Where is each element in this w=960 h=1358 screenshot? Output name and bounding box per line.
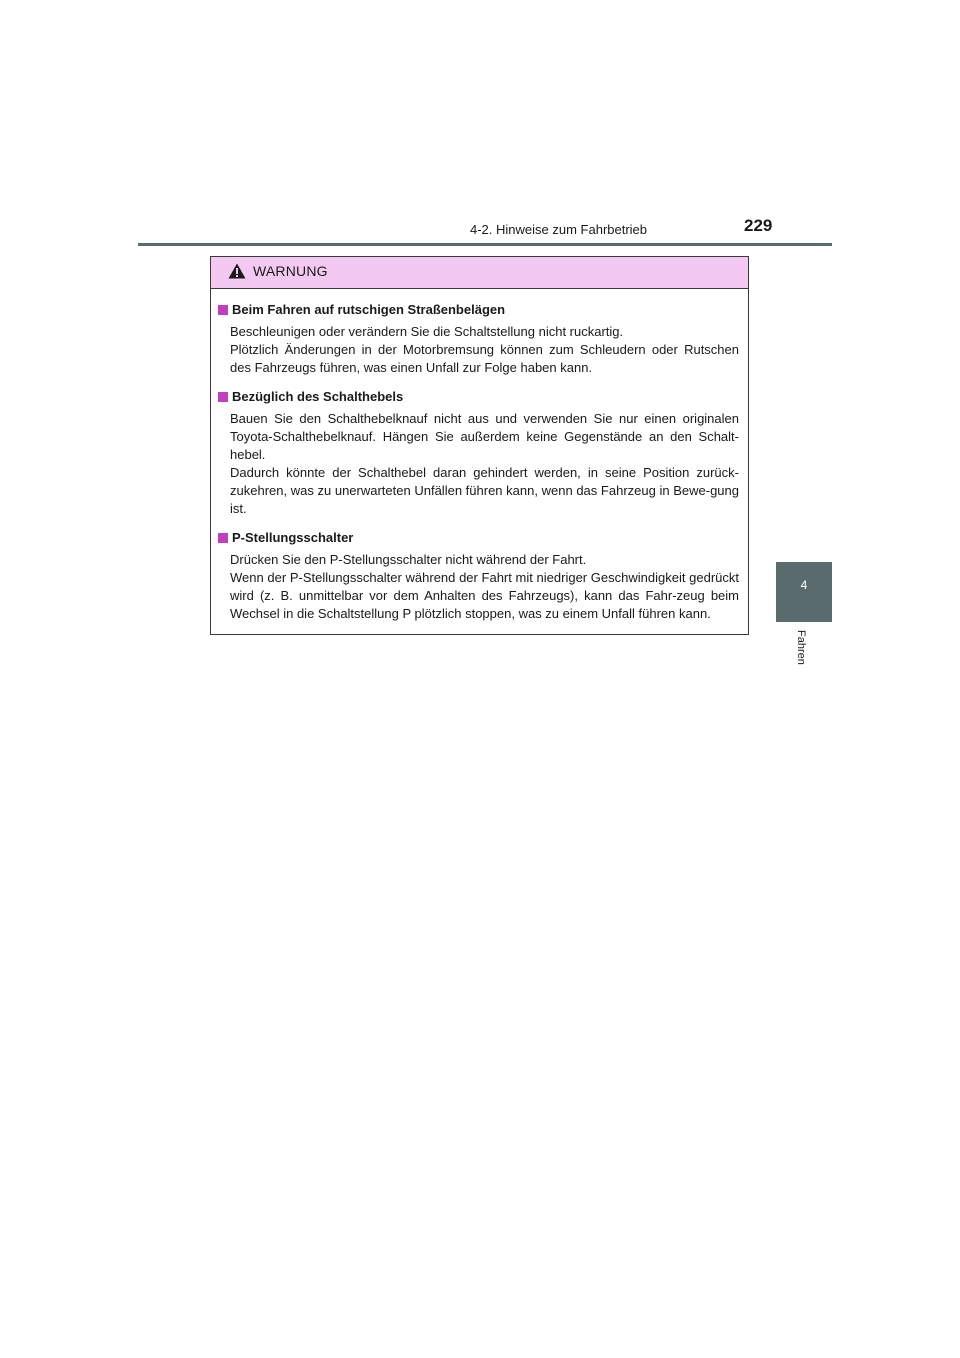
chapter-tab: 4 bbox=[776, 562, 832, 622]
chapter-label: Fahren bbox=[795, 630, 807, 665]
section-heading bbox=[218, 529, 739, 547]
warning-triangle-icon bbox=[228, 263, 246, 279]
section-heading-text: P-Stellungsschalter bbox=[232, 530, 354, 545]
paragraph: Beschleunigen oder verändern Sie die Schaltstellung nicht ruckartig. bbox=[230, 324, 624, 339]
square-bullet-icon bbox=[218, 533, 228, 543]
section-text bbox=[230, 323, 739, 377]
section-text bbox=[230, 410, 739, 518]
paragraph: Plötzlich Änderungen in der Motorbremsung können zum Schleudern oder Rutschen des Fahrzeugs führen, was einen Unfall zur Folge haben kann. bbox=[230, 342, 739, 375]
section-heading-text: Bezüglich des Schalthebels bbox=[232, 389, 404, 404]
page-number: 229 bbox=[744, 216, 773, 235]
section-heading bbox=[218, 301, 739, 319]
warning-section bbox=[218, 529, 739, 623]
paragraph: Bauen Sie den Schalthebelknauf nicht aus und verwenden Sie nur einen originalen Toyota-Schalthebelknauf. Hängen Sie außerdem keine Gegenstände an den Schalt-hebel. bbox=[230, 411, 739, 462]
paragraph: Dadurch könnte der Schalthebel daran gehindert werden, in seine Position zurück-zukehren, was zu unerwarteten Unfällen führen kann, wenn das Fahrzeug in Bewe-gung ist. bbox=[230, 465, 739, 516]
section-heading-text: Beim Fahren auf rutschigen Straßenbelägen bbox=[232, 302, 506, 317]
warning-section bbox=[218, 388, 739, 518]
section-text bbox=[230, 551, 739, 623]
header-divider bbox=[138, 243, 832, 246]
square-bullet-icon bbox=[218, 305, 228, 315]
section-heading bbox=[218, 388, 739, 406]
section-title: 4-2. Hinweise zum Fahrbetrieb bbox=[470, 222, 648, 237]
warning-box bbox=[210, 256, 749, 635]
warning-header bbox=[211, 257, 748, 289]
paragraph: Drücken Sie den P-Stellungsschalter nicht während der Fahrt. bbox=[230, 552, 587, 567]
paragraph: Wenn der P-Stellungsschalter während der Fahrt mit niedriger Geschwindigkeit gedrückt wird (z. B. unmittelbar vor dem Anhalten des Fahrzeugs), kann das Fahr-zeug beim Wechsel in die Schaltstellung P plötzlich stoppen, was zu einem Unfall führen kann. bbox=[230, 570, 739, 621]
square-bullet-icon bbox=[218, 392, 228, 402]
warning-body bbox=[211, 289, 748, 623]
warning-section bbox=[218, 301, 739, 377]
warning-title: WARNUNG bbox=[253, 263, 328, 279]
